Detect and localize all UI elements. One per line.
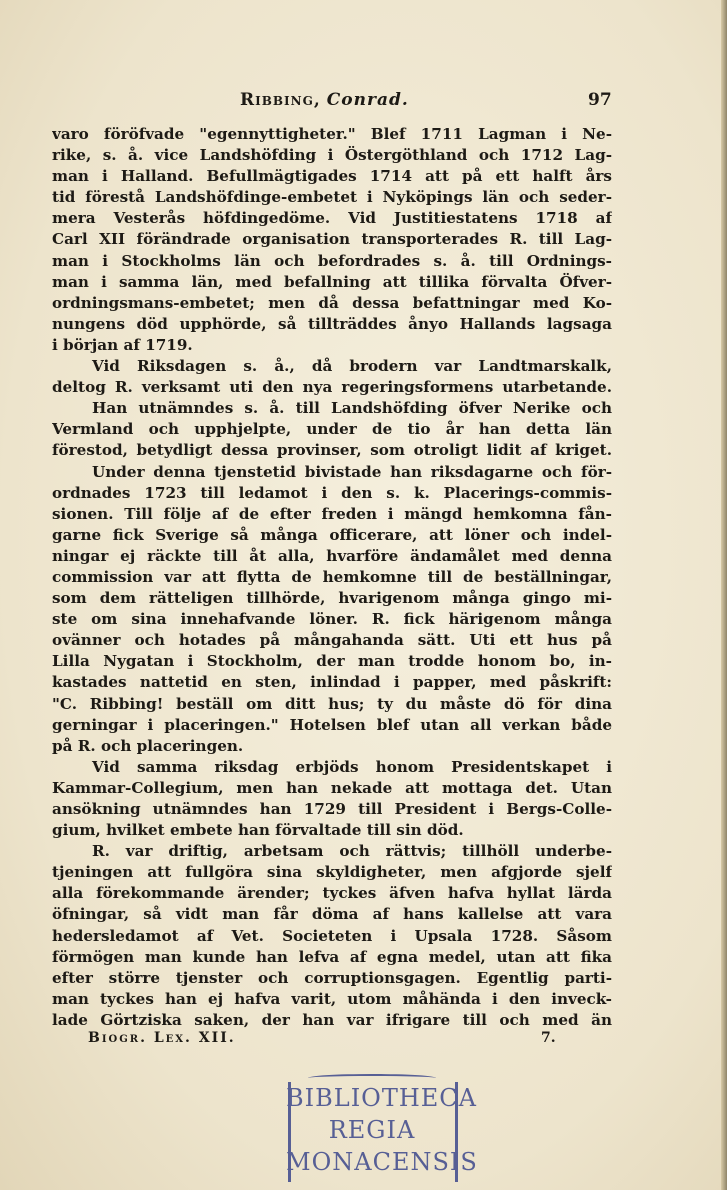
- page-footer: [0, 1030, 727, 1052]
- text-line: i början af 1719.: [52, 335, 193, 354]
- text-line: lade Görtziska saken, der han var ifrigare till och med än: [52, 1010, 612, 1029]
- text-line: deltog R. verksamt uti den nya regeringsformens utarbetande.: [52, 378, 612, 397]
- text-line: gium, hvilket embete han förvaltade till sin död.: [52, 821, 464, 840]
- text-line: R. var driftig, arbetsam och rättvis; tillhöll underbe-: [92, 842, 612, 861]
- text-line: kastades nattetid en sten, inlindad i papper, med påskrift:: [52, 673, 612, 692]
- signature-mark: Biogr. Lex. XII.: [88, 1030, 236, 1046]
- text-line: Han utnämndes s. å. till Landshöfding öfver Nerike och: [92, 399, 612, 418]
- text-line: gerningar i placeringen." Hotelsen blef utan all verkan både: [52, 715, 612, 734]
- text-line: sionen. Till följe af de efter freden i mängd hemkomna fån-: [52, 504, 612, 523]
- text-line: rike, s. å. vice Landshöfding i Östergöthland och 1712 Lag-: [52, 146, 612, 165]
- text-line: tjeningen att fullgöra sina skyldigheter, men afgjorde sjelf: [52, 863, 612, 882]
- stamp-border: [308, 1074, 436, 1082]
- text-line: förestod, betydligt dessa provinser, som otroligt lidit af kriget.: [52, 441, 612, 460]
- text-line: garne fick Sverige så många officerare, att löner och indel-: [52, 525, 612, 544]
- library-stamp: [286, 1068, 478, 1186]
- text-line: tid förestå Landshöfdinge-embetet i Nyköpings län och seder-: [52, 188, 612, 207]
- text-line: Vid Riksdagen s. å., då brodern var Landtmarskalk,: [92, 357, 612, 376]
- text-line: commission var att flytta de hemkomne till de beställningar,: [52, 567, 612, 586]
- text-line: man i Stockholms län och befordrades s. å. till Ordnings-: [52, 251, 612, 270]
- stamp-line-2: REGIA: [328, 1116, 416, 1144]
- text-line: varo föröfvade "egennyttigheter." Blef 1711 Lagman i Ne-: [52, 125, 612, 143]
- text-line: man i Halland. Befullmägtigades 1714 att på ett halft års: [52, 167, 612, 186]
- body-text: [52, 124, 612, 1031]
- text-line: förmögen man kunde han lefva af egna medel, utan att fika: [52, 947, 612, 966]
- text-line: som dem rätteligen tillhörde, hvarigenom många gingo mi-: [52, 589, 612, 608]
- text-line: man tyckes han ej hafva varit, utom måhända i den inveck-: [52, 989, 612, 1008]
- sheet-number: 7.: [541, 1030, 556, 1046]
- running-head: [240, 90, 409, 110]
- text-line: Lilla Nygatan i Stockholm, der man trodde honom bo, in-: [52, 652, 612, 671]
- text-line: efter större tjenster och corruptionsgagen. Egentlig parti-: [52, 968, 612, 987]
- text-line: Under denna tjenstetid bivistade han riksdagarne och för-: [92, 462, 612, 481]
- text-line: ordningsmans-embetet; men då dessa befattningar med Ko-: [52, 293, 612, 312]
- page-edge: [721, 0, 727, 1190]
- text-line: man i samma län, med befallning att tillika förvalta Öfver-: [52, 272, 612, 291]
- text-line: alla förekommande ärender; tyckes äfven hafva hyllat lärda: [52, 884, 612, 903]
- text-line: Carl XII förändrade organisation transporterades R. till Lag-: [52, 230, 612, 249]
- text-line: ordnades 1723 till ledamot i den s. k. Placerings-commis-: [52, 483, 612, 502]
- text-line: ningar ej räckte till åt alla, hvarföre ändamålet med denna: [52, 546, 612, 565]
- text-line: ansökning utnämndes han 1729 till President i Bergs-Colle-: [52, 800, 612, 818]
- stamp-line-1: BIBLIOTHECA: [286, 1084, 477, 1112]
- stamp-line-3: MONACENSIS: [286, 1148, 478, 1176]
- page-number: 97: [588, 90, 612, 110]
- text-line: öfningar, så vidt man får döma af hans kallelse att vara: [52, 905, 612, 924]
- page-header: [0, 90, 727, 114]
- text-line: Vermland och upphjelpte, under de tio år han detta län: [52, 420, 612, 439]
- header-given-name: Conrad.: [326, 90, 409, 110]
- text-line: ovänner och hotades på mångahanda sätt. Uti ett hus på: [52, 631, 612, 650]
- text-line: "C. Ribbing! beställ om ditt hus; ty du måste dö för dina: [52, 694, 612, 713]
- text-line: nungens död upphörde, så tillträddes ånyo Hallands lagsaga: [52, 314, 612, 333]
- text-line: på R. och placeringen.: [52, 736, 244, 755]
- header-surname: Ribbing,: [240, 90, 321, 110]
- text-line: mera Vesterås höfdingedöme. Vid Justitiestatens 1718 af: [52, 209, 612, 228]
- text-line: Kammar-Collegium, men han nekade att mottaga det. Utan: [52, 778, 612, 797]
- text-line: hedersledamot af Vet. Societeten i Upsala 1728. Såsom: [52, 926, 612, 945]
- text-line: ste om sina innehafvande löner. R. fick härigenom många: [52, 610, 612, 629]
- text-line: Vid samma riksdag erbjöds honom Presidentskapet i: [92, 757, 612, 776]
